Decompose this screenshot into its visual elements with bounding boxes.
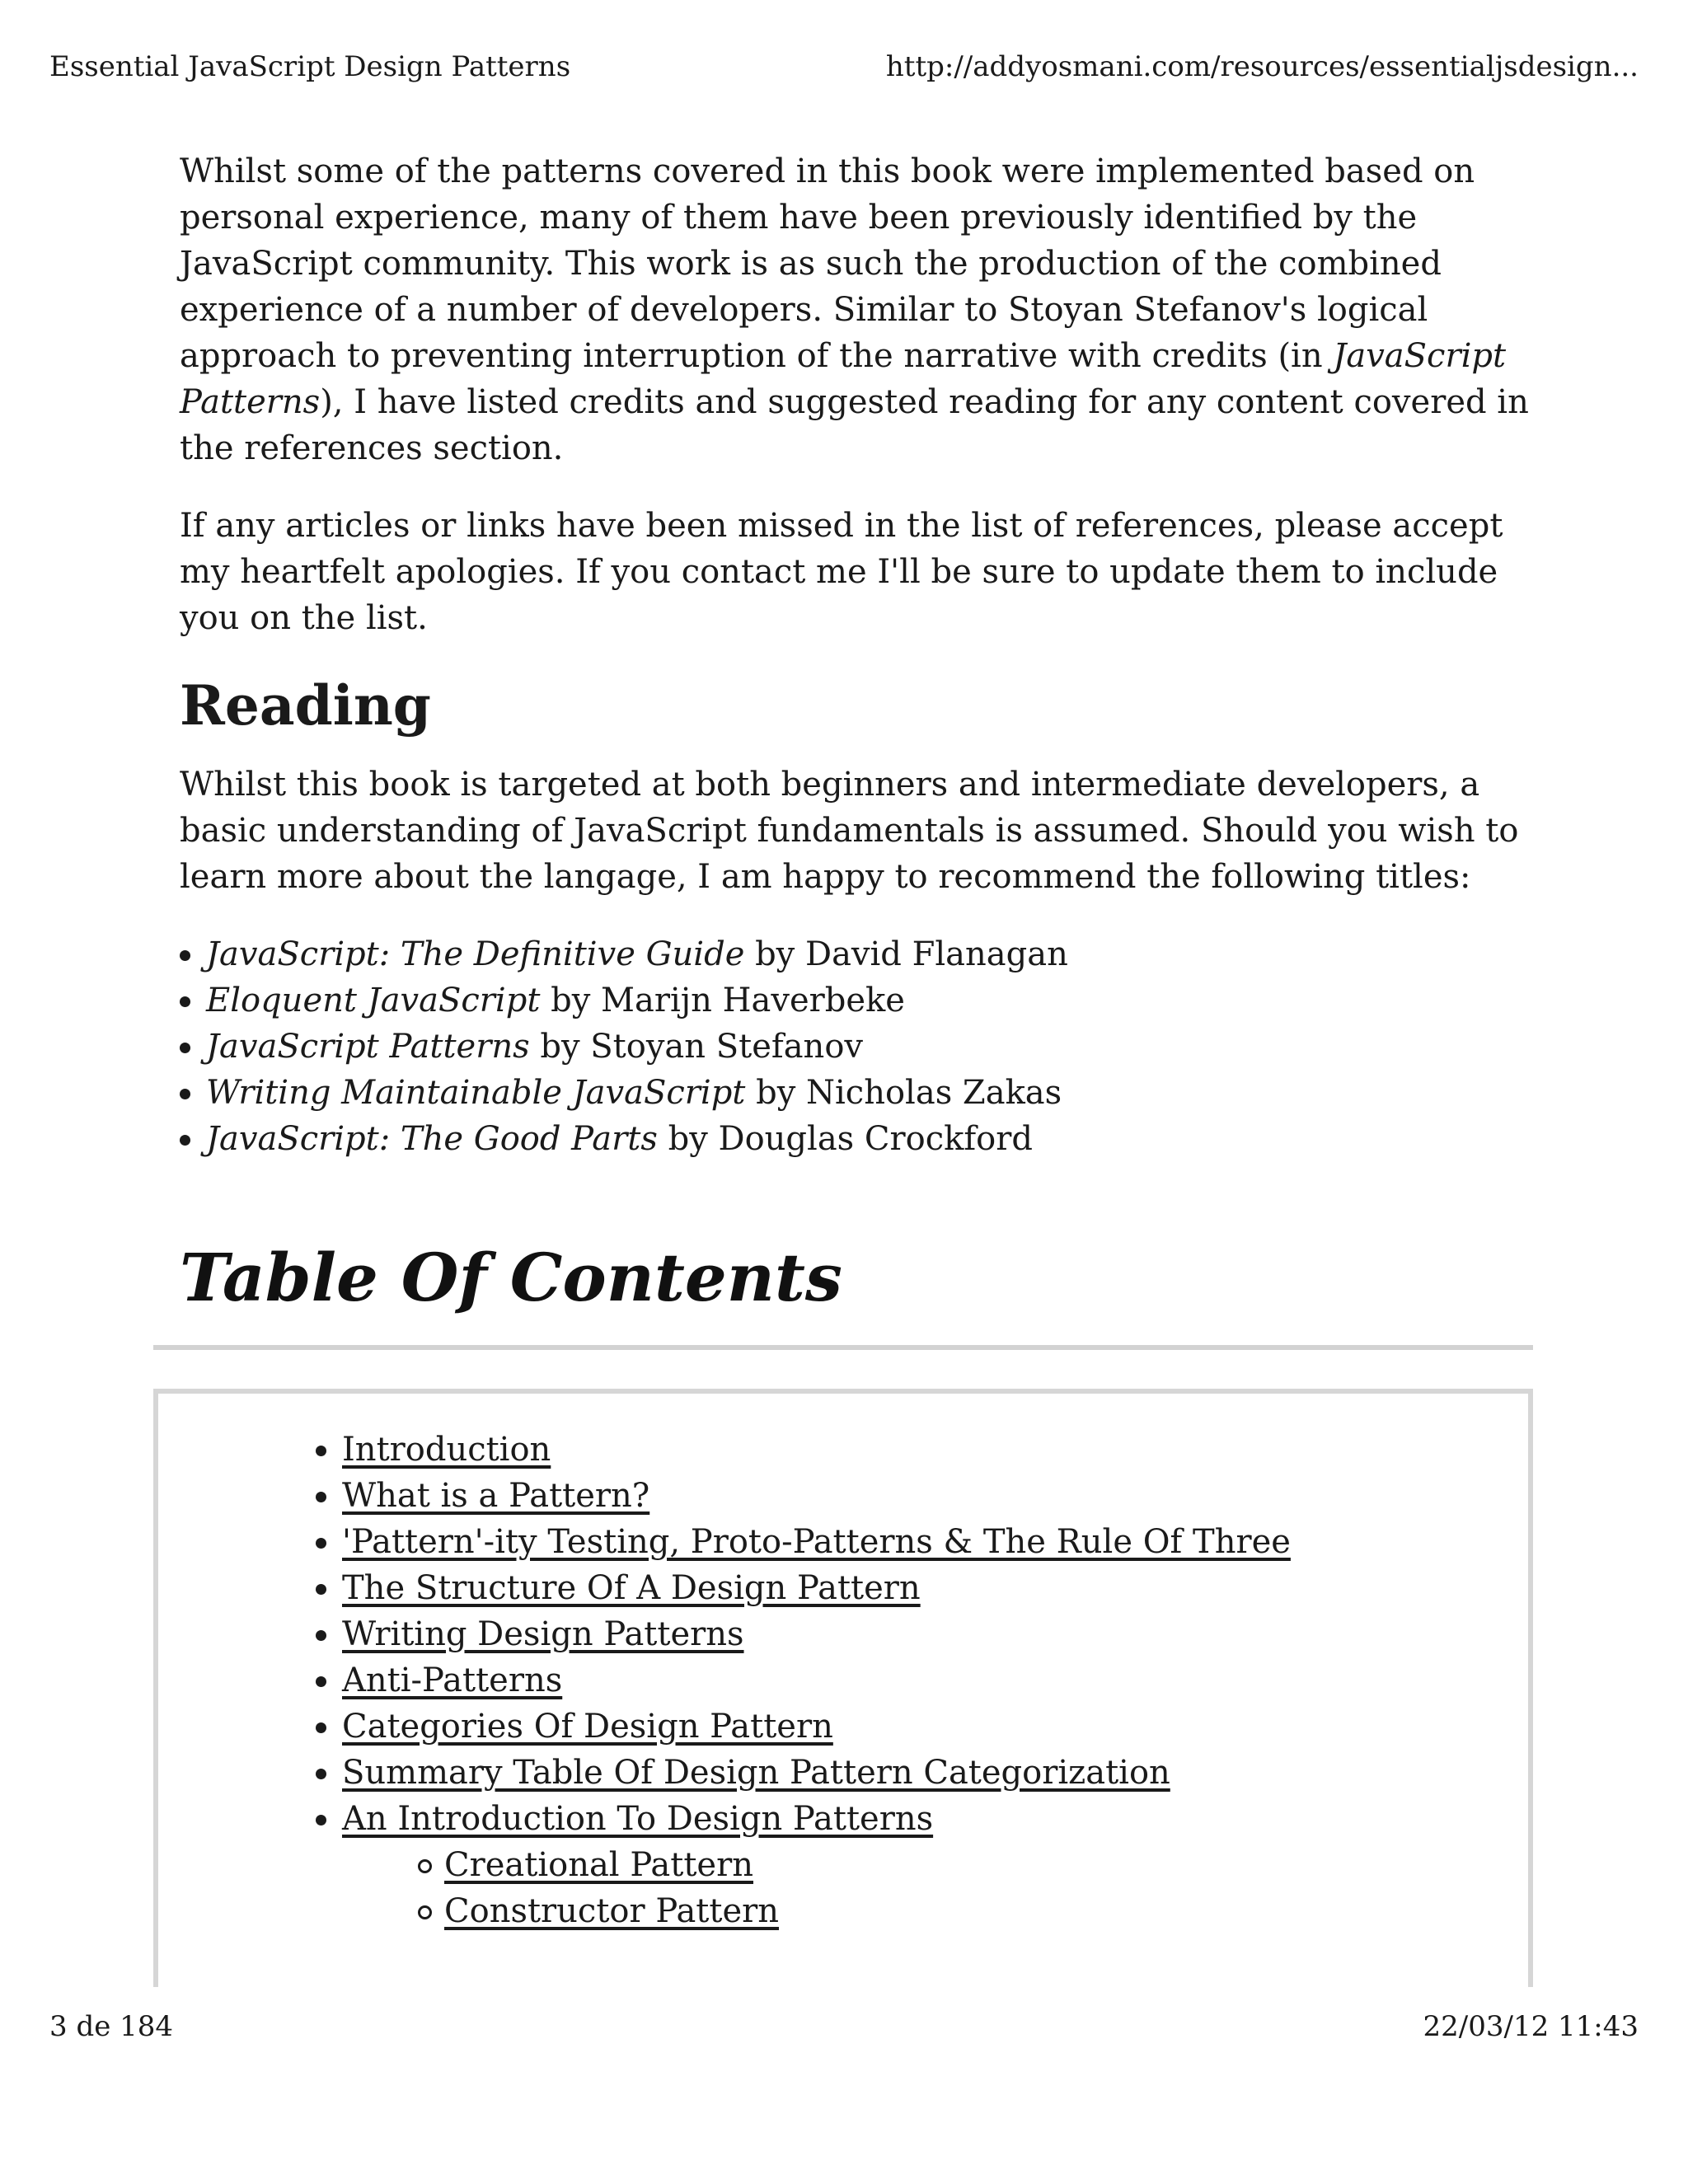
toc-item — [316, 1611, 1291, 1657]
toc-item — [316, 1519, 1291, 1565]
intro-text-start: Whilst some of the patterns covered in this book were implemented based on personal experience, many of them have been previously identified by the JavaScript community. This work is as such the production of the combined experience of a number of developers. Similar to Stoyan Stefanov's logical approach to preventing interruption of the narrative with credits (in — [180, 152, 1475, 375]
main-content — [180, 148, 1531, 1162]
toc-item — [316, 1704, 1291, 1750]
book-title: JavaScript Patterns — [206, 1028, 530, 1066]
book-author: by Marijn Haverbeke — [540, 982, 905, 1019]
book-title: Eloquent JavaScript — [206, 982, 541, 1019]
toc-heading: Table Of Contents — [180, 1239, 842, 1316]
book-item — [180, 931, 1531, 977]
toc-item — [316, 1565, 1291, 1611]
book-item — [180, 1070, 1531, 1116]
book-title: Writing Maintainable JavaScript — [206, 1074, 746, 1112]
toc-link-writing-design-patterns[interactable]: Writing Design Patterns — [342, 1615, 744, 1653]
book-author: by Douglas Crockford — [657, 1120, 1033, 1158]
toc-link-anti-patterns[interactable]: Anti-Patterns — [342, 1661, 563, 1699]
book-author: by Nicholas Zakas — [745, 1074, 1062, 1112]
toc-item — [316, 1750, 1291, 1796]
intro-paragraph-2: If any articles or links have been missed in the list of references, please accept my heartfelt apologies. If you contact me I'll be sure to update them to include you on the list. — [180, 507, 1503, 637]
book-author: by Stoyan Stefanov — [529, 1028, 863, 1066]
toc-item — [316, 1473, 1291, 1519]
toc-box — [153, 1389, 1533, 1987]
book-title: JavaScript: The Good Parts — [206, 1120, 658, 1158]
book-item — [180, 977, 1531, 1024]
intro-text-end: ), I have listed credits and suggested reading for any content covered in the references section. — [180, 383, 1529, 467]
book-item — [180, 1116, 1531, 1162]
toc-list — [316, 1427, 1291, 1934]
toc-subitem — [418, 1888, 1291, 1934]
toc-item — [316, 1427, 1291, 1473]
toc-link-summary-table[interactable]: Summary Table Of Design Pattern Categorization — [342, 1754, 1170, 1792]
toc-sublist — [342, 1842, 1291, 1934]
header-title: Essential JavaScript Design Patterns — [49, 50, 571, 83]
intro-book-title: JavaScript Patterns — [180, 337, 1507, 421]
toc-item — [316, 1657, 1291, 1704]
reading-paragraph: Whilst this book is targeted at both beginners and intermediate developers, a basic understanding of JavaScript fundamentals is assumed. Should you wish to learn more about the langage, I am happy to recommend the following titles: — [180, 766, 1519, 896]
toc-link-structure-of-design-pattern[interactable]: The Structure Of A Design Pattern — [342, 1569, 921, 1607]
intro-paragraph-1 — [180, 148, 1531, 471]
page-number: 3 de 184 — [49, 2010, 174, 2043]
book-title: JavaScript: The Definitive Guide — [206, 935, 745, 973]
toc-link-categories[interactable]: Categories Of Design Pattern — [342, 1708, 833, 1746]
header-url: http://addyosmani.com/resources/essentialjsdesign... — [885, 50, 1639, 83]
toc-item — [316, 1796, 1291, 1934]
print-datetime: 22/03/12 11:43 — [1423, 2010, 1639, 2043]
toc-link-introduction-to-design-patterns[interactable]: An Introduction To Design Patterns — [342, 1800, 934, 1838]
toc-link-creational-pattern[interactable]: Creational Pattern — [444, 1846, 753, 1884]
toc-link-what-is-a-pattern[interactable]: What is a Pattern? — [342, 1477, 650, 1515]
book-author: by David Flanagan — [744, 935, 1068, 973]
book-item — [180, 1024, 1531, 1070]
toc-link-constructor-pattern[interactable]: Constructor Pattern — [444, 1892, 779, 1930]
book-list — [180, 931, 1531, 1162]
toc-link-pattern-ity-testing[interactable]: 'Pattern'-ity Testing, Proto-Patterns & The Rule Of Three — [342, 1523, 1291, 1561]
reading-heading: Reading — [180, 673, 431, 738]
toc-divider — [153, 1345, 1533, 1350]
toc-link-introduction[interactable]: Introduction — [342, 1431, 551, 1469]
toc-subitem — [418, 1842, 1291, 1888]
